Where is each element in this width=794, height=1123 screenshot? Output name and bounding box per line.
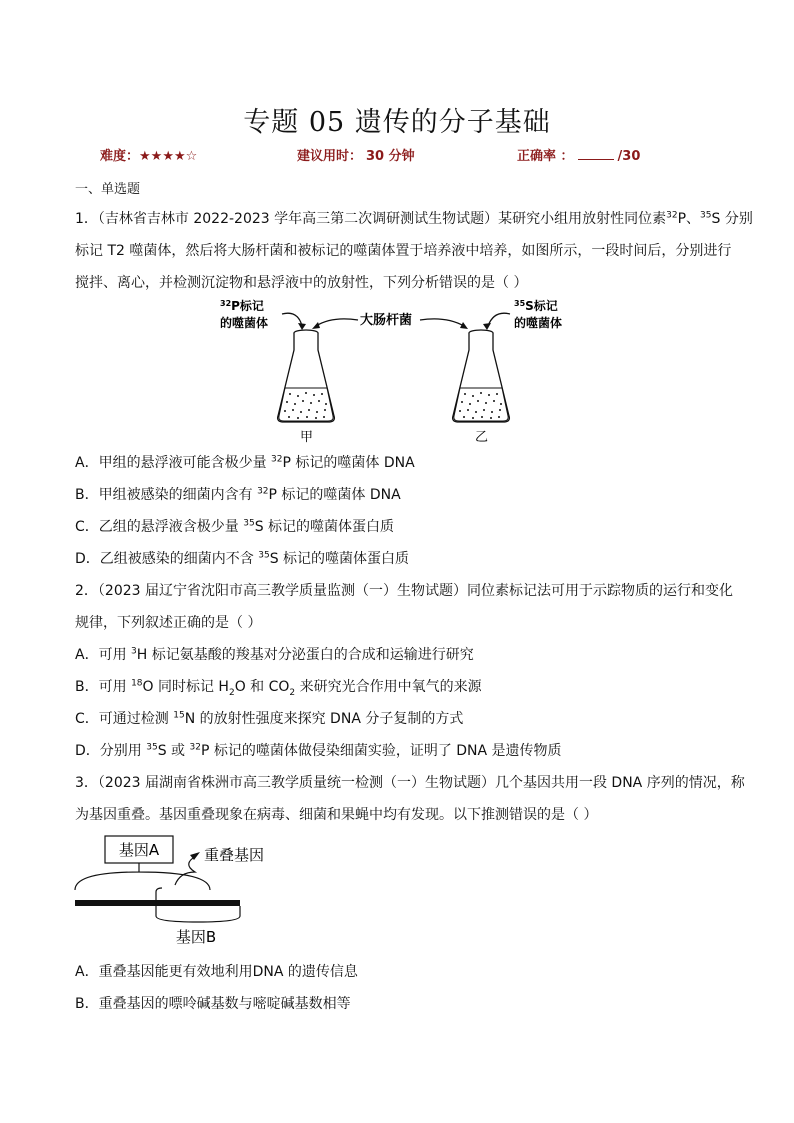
flask-right-label: 乙 <box>475 430 489 445</box>
q1-stem-line-3: 搅拌、离心，并检测沉淀物和悬浮液中的放射性，下列分析错误的是（ ） <box>75 275 528 291</box>
q2-option-d[interactable]: D．分别用 $^{35}$S 或 $^{32}$P 标记的噬菌体做侵染细菌实验，证明了 DNA 是遗传物质 <box>75 742 562 759</box>
arrow-middle-to-left <box>316 319 358 326</box>
q1-stem-line-1: 1．（吉林省吉林市 2022-2023 学年高三第二次调研测试生物试题）某研究小组用放射性同位素$^{32}$P、$^{35}$S 分别 <box>75 210 753 227</box>
right-label-line-1: $^{35}$S标记 <box>514 299 558 313</box>
q1-option-d[interactable]: D．乙组被感染的细菌内不含 $^{35}$S 标记的噬菌体蛋白质 <box>75 550 410 567</box>
flask-right-icon <box>453 330 510 422</box>
q1-stem-line-2: 标记 T2 噬菌体，然后将大肠杆菌和被标记的噬菌体置于培养液中培养，如图所示，一段时间后，分别进行 <box>75 243 732 259</box>
difficulty-label: 难度： <box>100 149 140 164</box>
accuracy-field <box>517 145 640 164</box>
time-label: 建议用时： <box>297 149 363 164</box>
difficulty-rating <box>100 145 197 164</box>
q2-option-c[interactable]: C．可通过检测 $^{15}$N 的放射性强度来探究 DNA 分子复制的方式 <box>75 710 464 727</box>
gene-a-label: 基因A <box>118 841 160 859</box>
suggested-time <box>297 145 415 164</box>
flask-left-icon <box>278 330 335 422</box>
accuracy-total: /30 <box>617 149 641 164</box>
flask-left-label: 甲 <box>300 430 314 445</box>
gene-b-label: 基因B <box>175 928 217 946</box>
left-label-line-2: 的噬菌体 <box>220 316 269 330</box>
gene-b-bracket <box>156 892 240 922</box>
arrow-right-label <box>488 313 510 326</box>
q1-option-c[interactable]: C．乙组的悬浮液含极少量 $^{35}$S 标记的噬菌体蛋白质 <box>75 518 395 535</box>
q3-option-a[interactable]: A．重叠基因能更有效地利用DNA 的遗传信息 <box>75 964 358 980</box>
q2-option-b[interactable]: B．可用 $^{18}$O 同时标记 $H_2O$ 和 $CO_2$ 来研究光合作用中氧气的来源 <box>75 678 482 698</box>
section-heading: 一、单选题 <box>75 182 141 197</box>
q3-stem-line-1: 3．（2023 届湖南省株洲市高三教学质量统一检测（一）生物试题）几个基因共用一段 DNA 序列的情况，称 <box>75 775 745 791</box>
q3-stem-line-2: 为基因重叠。基因重叠现象在病毒、细菌和果蝇中均有发现。以下推测错误的是（ ） <box>75 807 598 823</box>
arrow-middle-to-right <box>420 319 464 326</box>
q1-option-b[interactable]: B．甲组被感染的细菌内含有 $^{32}$P 标记的噬菌体 DNA <box>75 486 401 503</box>
right-label-line-2: 的噬菌体 <box>514 316 563 330</box>
middle-label: 大肠杆菌 <box>360 313 413 328</box>
page-title: 专题 05 遗传的分子基础 <box>243 107 551 138</box>
q2-stem-line-2: 规律，下列叙述正确的是（ ） <box>75 615 262 631</box>
overlap-arrow <box>175 856 196 885</box>
accuracy-label: 正确率 ： <box>517 149 574 164</box>
q3-gene-overlap-figure <box>70 832 310 950</box>
q2-option-a[interactable]: A．可用 $^3$H 标记氨基酸的羧基对分泌蛋白的合成和运输进行研究 <box>75 646 474 663</box>
time-value: 30 分钟 <box>366 149 415 164</box>
accuracy-blank[interactable] <box>578 147 614 160</box>
q1-option-a[interactable]: A．甲组的悬浮液可能含极少量 $^{32}$P 标记的噬菌体 DNA <box>75 454 415 471</box>
overlap-label: 重叠基因 <box>204 846 265 864</box>
difficulty-stars: ★★★★☆ <box>139 149 198 164</box>
q1-flask-figure <box>210 296 580 446</box>
q3-option-b[interactable]: B．重叠基因的嘌呤碱基数与嘧啶碱基数相等 <box>75 996 351 1012</box>
left-label-line-1: $^{32}$P标记 <box>220 299 264 313</box>
q2-stem-line-1: 2．（2023 届辽宁省沈阳市高三教学质量监测（一）生物试题）同位素标记法可用于示踪物质的运行和变化 <box>75 583 733 599</box>
dna-strand <box>75 900 240 906</box>
